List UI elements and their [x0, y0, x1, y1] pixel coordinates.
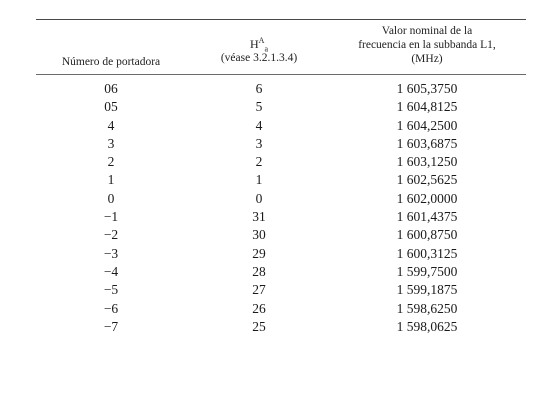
- header-frequency: [333, 24, 521, 66]
- frequency-cell: 1 599,1875: [396, 282, 458, 298]
- table-row: [36, 80, 526, 98]
- carrier-number-cell: −5: [103, 282, 119, 298]
- table-row: [36, 263, 526, 281]
- carrier-number-cell: −2: [103, 227, 119, 243]
- table-row: [36, 190, 526, 208]
- frequency-cell: 1 605,3750: [396, 81, 458, 96]
- header-h-subscript: a: [264, 44, 268, 54]
- table-header-rule: [36, 74, 526, 75]
- carrier-number-cell: 4: [107, 117, 115, 133]
- table-row: [36, 208, 526, 226]
- carrier-number-cell: 05: [104, 99, 118, 115]
- frequency-cell: 1 604,8125: [396, 99, 458, 115]
- frequency-cell: 1 601,4375: [396, 209, 458, 225]
- header-frequency-line-1: Valor nominal de la: [381, 25, 473, 37]
- carrier-number-cell: −7: [103, 318, 119, 334]
- carrier-number-cell: 0: [107, 190, 115, 206]
- table-row: [36, 171, 526, 189]
- carrier-number-cell: 3: [107, 135, 115, 151]
- frequency-cell: 1 599,7500: [396, 263, 458, 279]
- h-value-cell: 3: [255, 135, 263, 151]
- h-value-cell: 27: [252, 282, 266, 298]
- h-value-cell: 31: [252, 209, 266, 225]
- carrier-number-cell: 2: [107, 154, 115, 170]
- frequency-cell: 1 603,1250: [396, 154, 458, 170]
- table-row: [36, 300, 526, 318]
- frequency-cell: 1 602,5625: [396, 172, 458, 188]
- h-value-cell: 0: [255, 190, 263, 206]
- table-row: [36, 135, 526, 153]
- frequency-cell: 1 603,6875: [396, 135, 458, 151]
- frequency-cell: 1 598,6250: [396, 300, 458, 316]
- carrier-number-cell: −1: [103, 209, 119, 225]
- frequency-cell: 1 604,2500: [396, 117, 458, 133]
- carrier-number-cell: 06: [104, 81, 118, 96]
- table-row: [36, 98, 526, 116]
- header-h-symbol: $H^A_a$: [249, 36, 268, 54]
- h-value-cell: 26: [252, 300, 266, 316]
- h-value-cell: 29: [252, 245, 266, 261]
- h-value-cell: 25: [252, 318, 266, 334]
- frequency-cell: 1 602,0000: [396, 190, 458, 206]
- header-frequency-line-2: frecuencia en la subbanda L1,: [358, 39, 496, 51]
- table-row: [36, 281, 526, 299]
- header-carrier-number: Número de portadora: [61, 56, 161, 68]
- header-frequency-unit: (MHz): [411, 53, 443, 65]
- carrier-number-cell: −3: [103, 245, 119, 261]
- h-value-cell: 28: [252, 263, 266, 279]
- header-h-reference: (véase 3.2.1.3.4): [220, 52, 298, 64]
- frequency-cell: 1 600,8750: [396, 227, 458, 243]
- carrier-number-cell: −4: [103, 263, 119, 279]
- table-row: [36, 245, 526, 263]
- header-h-column: [196, 38, 322, 65]
- h-value-cell: 5: [255, 99, 263, 115]
- carrier-number-cell: −6: [103, 300, 119, 316]
- header-h-superscript: A: [258, 36, 265, 45]
- h-value-cell: 6: [255, 81, 263, 96]
- carrier-number-cell: 1: [107, 172, 115, 188]
- table-row: [36, 117, 526, 135]
- table-row: [36, 318, 526, 336]
- table-row: [36, 153, 526, 171]
- frequency-cell: 1 598,0625: [396, 318, 458, 334]
- table-top-rule: [36, 19, 526, 20]
- frequency-cell: 1 600,3125: [396, 245, 458, 261]
- table-body: [36, 80, 526, 336]
- h-value-cell: 4: [255, 117, 263, 133]
- h-value-cell: 1: [255, 172, 263, 188]
- table-row: [36, 226, 526, 244]
- h-value-cell: 2: [255, 154, 263, 170]
- h-value-cell: 30: [252, 227, 266, 243]
